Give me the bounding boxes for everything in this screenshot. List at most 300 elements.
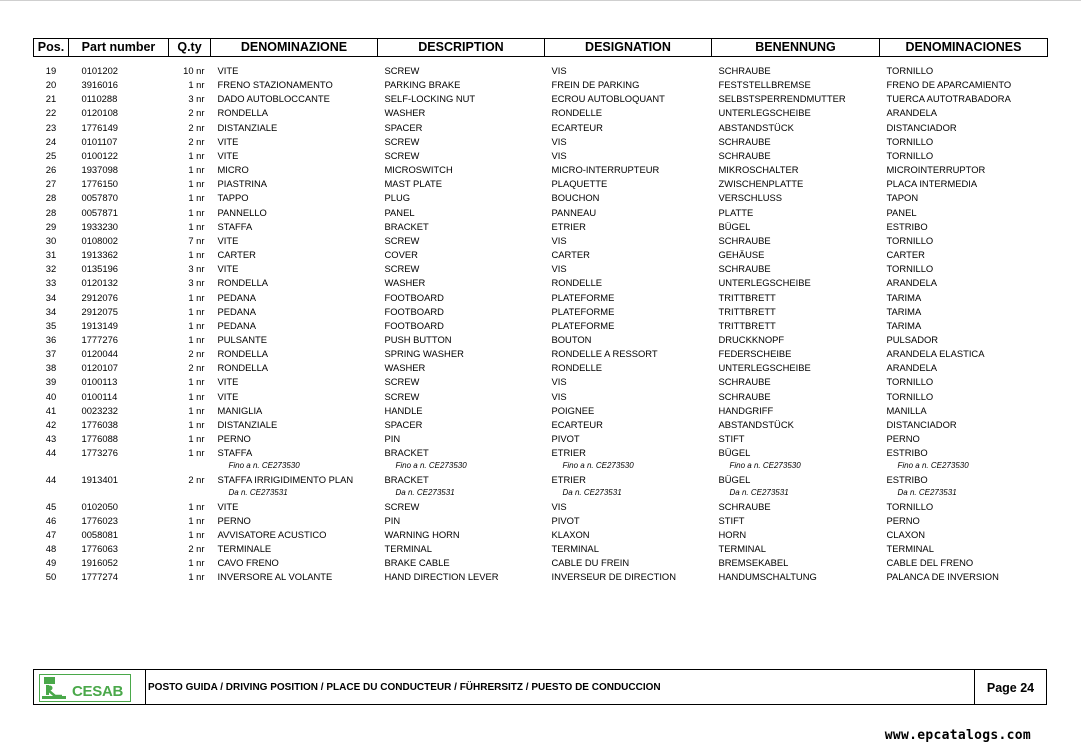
cell-benennung: UNTERLEGSCHEIBE [718, 277, 811, 289]
cell-part-number: 3916016 [81, 79, 118, 91]
cell-designation: Da n. CE273531 [562, 488, 622, 498]
cell-denominaciones: ESTRIBO [886, 473, 928, 485]
cell-pos: 37 [45, 348, 57, 360]
cell-description: BRACKET [384, 473, 429, 485]
cell-description: Da n. CE273531 [395, 488, 455, 498]
cell-benennung: TRITTBRETT [718, 291, 776, 303]
cell-benennung: ABSTANDSTÜCK [718, 418, 794, 430]
cell-benennung: SCHRAUBE [718, 135, 771, 147]
cell-designation: VIS [551, 65, 567, 76]
table-row [34, 375, 1048, 389]
cell-part-number: 0101107 [81, 135, 118, 147]
cell-designation: BOUTON [551, 333, 592, 345]
cell-designation: ECARTEUR [551, 418, 603, 430]
cell-denominaciones: ARANDELA [886, 362, 938, 374]
cell-part-number: 1913401 [81, 473, 118, 485]
cell-denominazione: PERNO [217, 514, 251, 526]
cell-denominazione: VITE [217, 149, 239, 161]
cell-denominazione: PIASTRINA [217, 178, 267, 190]
table-row [34, 135, 1048, 149]
cell-description: SPACER [384, 121, 423, 133]
cell-description: HANDLE [384, 404, 423, 416]
cell-designation: VIS [551, 263, 567, 275]
cell-qty: 2 nr [188, 473, 205, 485]
cell-qty: 1 nr [188, 319, 205, 331]
cell-denominaciones: ESTRIBO [886, 447, 928, 459]
cell-designation: RONDELLE [551, 277, 603, 289]
cell-description: PIN [384, 514, 401, 526]
cell-benennung: VERSCHLUSS [718, 192, 783, 204]
table-row [34, 177, 1048, 191]
cell-qty: 1 nr [188, 528, 205, 540]
cell-denominazione: RONDELLA [217, 348, 269, 360]
cell-qty: 1 nr [188, 178, 205, 190]
cell-denominaciones: TUERCA AUTOTRABADORA [886, 93, 1011, 105]
cell-denominaciones: Da n. CE273531 [897, 488, 957, 498]
cell-benennung: SELBSTSPERRENDMUTTER [718, 93, 846, 105]
cell-qty: 10 nr [183, 65, 205, 76]
cell-denominaciones: TORNILLO [886, 135, 934, 147]
cell-qty: 3 nr [188, 93, 205, 105]
table-row [34, 106, 1048, 120]
table-row [34, 234, 1048, 248]
cell-pos [34, 487, 69, 500]
cell-designation: PLAQUETTE [551, 178, 608, 190]
cell-part-number: 1776088 [81, 433, 118, 445]
cell-qty: 1 nr [188, 333, 205, 345]
cell-denominaciones: MANILLA [886, 404, 927, 416]
cell-qty: 1 nr [188, 220, 205, 232]
cell-description: PARKING BRAKE [384, 79, 461, 91]
cell-qty: 1 nr [188, 164, 205, 176]
cell-designation: MICRO-INTERRUPTEUR [551, 164, 660, 176]
cell-denominazione: RONDELLA [217, 107, 269, 119]
cell-benennung: TERMINAL [718, 543, 766, 554]
cell-pos: 28 [45, 206, 57, 218]
cell-pos: 47 [45, 528, 57, 540]
cell-pos: 35 [45, 319, 57, 331]
cell-denominazione: RONDELLA [217, 362, 269, 374]
cell-part-number: 1776150 [81, 178, 118, 190]
cell-denominazione: VITE [217, 65, 239, 76]
cell-part-number: 0135196 [81, 263, 118, 275]
cell-benennung: TRITTBRETT [718, 319, 776, 331]
cell-part-number: 1777274 [81, 571, 118, 583]
cell-designation: ETRIER [551, 473, 586, 485]
serial-note-row [34, 487, 1048, 500]
cell-benennung: BÜGEL [718, 473, 751, 485]
table-row [34, 276, 1048, 290]
cell-benennung: SCHRAUBE [718, 65, 771, 76]
cell-designation: POIGNEE [551, 404, 595, 416]
cell-pos: 21 [45, 93, 57, 105]
cell-qty: 1 nr [188, 418, 205, 430]
cell-part-number: 0120107 [81, 362, 118, 374]
cell-part-number: 0120044 [81, 348, 118, 360]
cell-designation: VIS [551, 135, 567, 147]
cell-denominazione: MICRO [217, 164, 249, 176]
header-pos: Pos. [34, 39, 69, 57]
table-row [34, 291, 1048, 305]
cell-denominaciones: TORNILLO [886, 263, 934, 275]
cell-pos: 34 [45, 291, 57, 303]
cell-qty: 1 nr [188, 249, 205, 261]
cell-denominaciones: PERNO [886, 514, 920, 526]
cell-pos: 27 [45, 178, 57, 190]
cell-designation: RONDELLE A RESSORT [551, 348, 658, 360]
cell-description: PLUG [384, 192, 411, 204]
cell-qty: 1 nr [188, 447, 205, 459]
cell-denominazione: Fino a n. CE273530 [228, 461, 300, 471]
cell-designation: FREIN DE PARKING [551, 79, 640, 91]
cell-description: BRAKE CABLE [384, 557, 450, 569]
parts-table-body [34, 57, 1048, 585]
cell-denominazione: PEDANA [217, 305, 257, 317]
cell-pos: 50 [45, 571, 57, 583]
cell-pos: 44 [45, 447, 57, 459]
cell-part-number [69, 487, 169, 500]
cell-denominazione: VITE [217, 376, 239, 388]
header-description: DESCRIPTION [378, 39, 545, 57]
cell-designation: PLATEFORME [551, 305, 615, 317]
cell-qty: 1 nr [188, 514, 205, 526]
cell-part-number: 1913149 [81, 319, 118, 331]
cell-denominazione: DISTANZIALE [217, 121, 278, 133]
cell-designation: ECARTEUR [551, 121, 603, 133]
cell-qty: 3 nr [188, 263, 205, 275]
cell-part-number: 0057870 [81, 192, 118, 204]
cell-benennung: MIKROSCHALTER [718, 164, 799, 176]
cell-denominaciones: CLAXON [886, 528, 926, 540]
cell-part-number: 0102050 [81, 500, 118, 512]
cell-qty: 1 nr [188, 433, 205, 445]
cell-denominaciones: PULSADOR [886, 333, 939, 345]
cell-denominaciones: CARTER [886, 249, 925, 261]
cell-denominaciones: MICROINTERRUPTOR [886, 164, 986, 176]
cell-pos: 48 [45, 543, 57, 554]
cell-pos: 39 [45, 376, 57, 388]
cell-denominaciones: PALANCA DE INVERSION [886, 571, 999, 583]
cell-benennung: TRITTBRETT [718, 305, 776, 317]
cell-denominaciones: TAPON [886, 192, 919, 204]
cell-denominazione: TERMINALE [217, 543, 272, 554]
cell-description: SCREW [384, 390, 420, 402]
cell-benennung: PLATTE [718, 206, 754, 218]
cell-pos: 41 [45, 404, 57, 416]
cell-description: SCREW [384, 263, 420, 275]
cell-qty: 1 nr [188, 206, 205, 218]
cell-pos: 34 [45, 305, 57, 317]
cell-benennung: STIFT [718, 433, 745, 445]
cell-pos: 36 [45, 333, 57, 345]
cell-denominazione: STAFFA [217, 447, 253, 459]
cell-qty: 1 nr [188, 500, 205, 512]
cell-qty: 2 nr [188, 121, 205, 133]
cell-part-number: 0120108 [81, 107, 118, 119]
cell-designation: PLATEFORME [551, 319, 615, 331]
cell-designation: PLATEFORME [551, 291, 615, 303]
cell-denominazione: PERNO [217, 433, 251, 445]
cell-description: SCREW [384, 500, 420, 512]
cell-designation: INVERSEUR DE DIRECTION [551, 571, 676, 583]
cell-benennung: ZWISCHENPLATTE [718, 178, 804, 190]
cell-description: SCREW [384, 65, 420, 76]
cell-description: WASHER [384, 107, 426, 119]
table-row [34, 92, 1048, 106]
cell-denominaciones: TARIMA [886, 305, 922, 317]
table-row [34, 220, 1048, 234]
table-row [34, 347, 1048, 361]
cell-denominaciones: CABLE DEL FRENO [886, 557, 974, 569]
cell-description: SPACER [384, 418, 423, 430]
cell-pos: 33 [45, 277, 57, 289]
cell-pos: 23 [45, 121, 57, 133]
table-row [34, 542, 1048, 556]
cell-description: SCREW [384, 135, 420, 147]
cell-denominaciones: ARANDELA ELASTICA [886, 348, 985, 360]
cell-denominazione: PEDANA [217, 291, 257, 303]
cell-pos: 25 [45, 149, 57, 161]
cell-description: Fino a n. CE273530 [395, 461, 467, 471]
cell-designation: CABLE DU FREIN [551, 557, 630, 569]
cell-denominaciones: TORNILLO [886, 149, 934, 161]
cell-denominaciones: Fino a n. CE273530 [897, 461, 969, 471]
cell-part-number: 2912076 [81, 291, 118, 303]
cell-designation: ETRIER [551, 220, 586, 232]
cell-denominazione: INVERSORE AL VOLANTE [217, 571, 333, 583]
cell-description: TERMINAL [384, 543, 432, 554]
cell-denominazione: FRENO STAZIONAMENTO [217, 79, 333, 91]
table-row [34, 500, 1048, 514]
table-row [34, 206, 1048, 220]
table-row [34, 404, 1048, 418]
cell-denominazione: DISTANZIALE [217, 418, 278, 430]
cell-pos: 42 [45, 418, 57, 430]
cell-denominazione: CARTER [217, 249, 256, 261]
table-row [34, 78, 1048, 92]
cell-part-number: 0057871 [81, 206, 118, 218]
cell-qty: 1 nr [188, 404, 205, 416]
watermark: www.epcatalogs.com [884, 728, 1031, 743]
cell-description: SELF-LOCKING NUT [384, 93, 476, 105]
cell-denominazione: STAFFA IRRIGIDIMENTO PLAN [217, 473, 354, 485]
cell-designation: KLAXON [551, 528, 590, 540]
cell-denominaciones: ARANDELA [886, 277, 938, 289]
cell-qty: 1 nr [188, 376, 205, 388]
cell-designation: PANNEAU [551, 206, 597, 218]
cell-qty: 2 nr [188, 362, 205, 374]
table-row [34, 305, 1048, 319]
header-denominaciones: DENOMINACIONES [880, 39, 1048, 57]
cell-denominaciones: FRENO DE APARCAMIENTO [886, 79, 1012, 91]
cell-qty: 1 nr [188, 390, 205, 402]
cell-designation: VIS [551, 500, 567, 512]
cell-part-number: 1773276 [81, 447, 118, 459]
cell-denominaciones: PLACA INTERMEDIA [886, 178, 978, 190]
table-row [34, 432, 1048, 446]
cell-qty: 2 nr [188, 348, 205, 360]
cell-qty [169, 460, 211, 473]
cell-pos [34, 460, 69, 473]
cell-denominazione: TAPPO [217, 192, 249, 204]
parts-table [33, 38, 1048, 584]
top-rule [0, 0, 1081, 1]
cell-designation: VIS [551, 390, 567, 402]
cell-denominazione: RONDELLA [217, 277, 269, 289]
cell-benennung: Da n. CE273531 [729, 488, 789, 498]
cell-description: WASHER [384, 362, 426, 374]
header-qty: Q.ty [169, 39, 211, 57]
cell-part-number: 1776023 [81, 514, 118, 526]
cell-denominaciones: PERNO [886, 433, 920, 445]
cell-pos: 22 [45, 107, 57, 119]
cell-part-number: 0058081 [81, 528, 118, 540]
cell-part-number: 0108002 [81, 234, 118, 246]
cell-description: SCREW [384, 149, 420, 161]
table-row [34, 248, 1048, 262]
cell-qty: 1 nr [188, 305, 205, 317]
cell-denominazione: CAVO FRENO [217, 557, 279, 569]
cell-part-number: 1937098 [81, 164, 118, 176]
cell-qty: 2 nr [188, 543, 205, 554]
cell-pos: 24 [45, 135, 57, 147]
cell-benennung: FESTSTELLBREMSE [718, 79, 811, 91]
cell-pos: 26 [45, 164, 57, 176]
cell-benennung: SCHRAUBE [718, 390, 771, 402]
cell-pos: 32 [45, 263, 57, 275]
cell-denominaciones: ARANDELA [886, 107, 938, 119]
cell-denominaciones: DISTANCIADOR [886, 121, 957, 133]
cell-description: PANEL [384, 206, 415, 218]
cell-benennung: SCHRAUBE [718, 149, 771, 161]
table-header-row [34, 39, 1048, 57]
cell-description: FOOTBOARD [384, 291, 444, 303]
cell-denominaciones: TARIMA [886, 291, 922, 303]
cell-benennung: HANDGRIFF [718, 404, 774, 416]
cell-denominazione: AVVISATORE ACUSTICO [217, 528, 327, 540]
cell-designation: BOUCHON [551, 192, 600, 204]
cell-designation: PIVOT [551, 433, 580, 445]
cell-benennung: SCHRAUBE [718, 263, 771, 275]
table-row [34, 262, 1048, 276]
table-row [34, 556, 1048, 570]
cell-denominaciones: ESTRIBO [886, 220, 928, 232]
table-row [34, 570, 1048, 584]
table-row [34, 163, 1048, 177]
cell-denominaciones: DISTANCIADOR [886, 418, 957, 430]
cell-qty: 7 nr [188, 234, 205, 246]
cell-denominazione: MANIGLIA [217, 404, 263, 416]
cell-benennung: FEDERSCHEIBE [718, 348, 792, 360]
cell-description: BRACKET [384, 447, 429, 459]
cell-denominaciones: TORNILLO [886, 390, 934, 402]
cell-denominazione: Da n. CE273531 [228, 488, 288, 498]
cell-benennung: SCHRAUBE [718, 500, 771, 512]
table-row [34, 514, 1048, 528]
cell-qty: 1 nr [188, 192, 205, 204]
cell-designation: CARTER [551, 249, 590, 261]
cell-qty: 1 nr [188, 79, 205, 91]
table-row [34, 390, 1048, 404]
table-row [34, 446, 1048, 460]
header-part-number: Part number [69, 39, 169, 57]
table-row [34, 191, 1048, 205]
cell-part-number: 0120132 [81, 277, 118, 289]
cell-designation: TERMINAL [551, 543, 599, 554]
table-row [34, 333, 1048, 347]
cell-part-number: 1776063 [81, 543, 118, 554]
cell-denominaciones: TORNILLO [886, 376, 934, 388]
cell-pos: 38 [45, 362, 57, 374]
cell-denominazione: VITE [217, 135, 239, 147]
cell-description: BRACKET [384, 220, 429, 232]
cell-denominazione: STAFFA [217, 220, 253, 232]
cell-pos: 45 [45, 500, 57, 512]
cell-pos: 46 [45, 514, 57, 526]
cell-designation: VIS [551, 376, 567, 388]
cell-denominazione: VITE [217, 390, 239, 402]
cell-denominazione: PANNELLO [217, 206, 267, 218]
cell-qty: 3 nr [188, 277, 205, 289]
cell-benennung: SCHRAUBE [718, 376, 771, 388]
cell-benennung: ABSTANDSTÜCK [718, 121, 794, 133]
cell-part-number: 1913362 [81, 249, 118, 261]
cell-benennung: BÜGEL [718, 447, 751, 459]
table-row [34, 149, 1048, 163]
cell-pos: 44 [45, 473, 57, 485]
cell-description: MICROSWITCH [384, 164, 453, 176]
logo-text: CESAB [72, 683, 124, 700]
cell-denominaciones: PANEL [886, 206, 917, 218]
cell-designation: RONDELLE [551, 107, 603, 119]
table-row [34, 418, 1048, 432]
table-row [34, 361, 1048, 375]
table-row [34, 473, 1048, 487]
section-title: POSTO GUIDA / DRIVING POSITION / PLACE DU CONDUCTEUR / FÜHRERSITZ / PUESTO DE CONDUCCION [148, 682, 661, 693]
cell-denominaciones: TERMINAL [886, 543, 934, 554]
table-row [34, 57, 1048, 79]
cell-designation: VIS [551, 234, 567, 246]
header-denominazione: DENOMINAZIONE [211, 39, 378, 57]
table-row [34, 319, 1048, 333]
serial-note-row [34, 460, 1048, 473]
cell-pos: 40 [45, 390, 57, 402]
cell-part-number: 1776149 [81, 121, 118, 133]
cell-qty: 1 nr [188, 149, 205, 161]
cell-qty: 2 nr [188, 107, 205, 119]
cell-qty [169, 487, 211, 500]
cell-qty: 1 nr [188, 557, 205, 569]
cell-part-number: 0023232 [81, 404, 118, 416]
cesab-logo [34, 670, 146, 704]
cell-pos: 49 [45, 557, 57, 569]
cell-benennung: GEHÄUSE [718, 249, 765, 261]
cell-benennung: BREMSEKABEL [718, 557, 789, 569]
cell-benennung: HANDUMSCHALTUNG [718, 571, 817, 583]
cell-part-number: 1933230 [81, 220, 118, 232]
cell-description: MAST PLATE [384, 178, 442, 190]
table-row [34, 121, 1048, 135]
cell-designation: VIS [551, 149, 567, 161]
cell-description: FOOTBOARD [384, 319, 444, 331]
cell-designation: PIVOT [551, 514, 580, 526]
cell-part-number: 2912075 [81, 305, 118, 317]
header-designation: DESIGNATION [545, 39, 712, 57]
cell-denominazione: DADO AUTOBLOCCANTE [217, 93, 330, 105]
cell-qty: 1 nr [188, 291, 205, 303]
cell-description: HAND DIRECTION LEVER [384, 571, 499, 583]
cell-qty: 1 nr [188, 571, 205, 583]
